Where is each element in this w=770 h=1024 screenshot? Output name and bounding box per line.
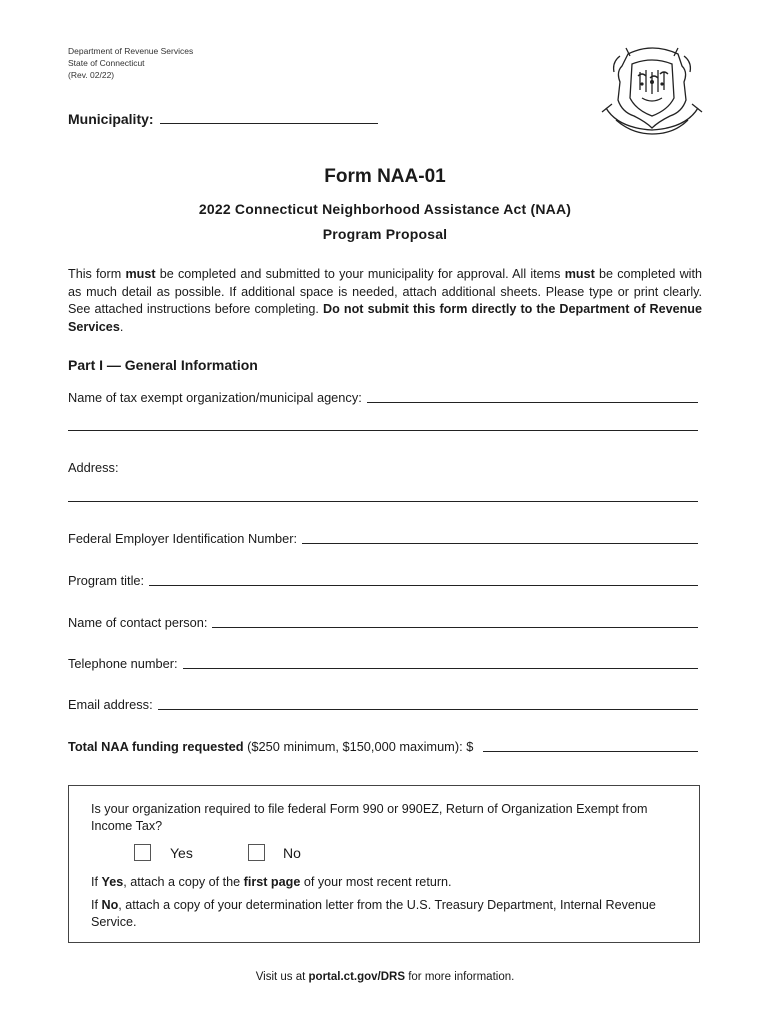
instruction-yes: Yes	[101, 875, 124, 889]
agency-state: State of Connecticut	[68, 58, 145, 68]
address-line[interactable]	[68, 501, 698, 502]
program-title-field[interactable]	[68, 572, 698, 588]
part1-heading: Part I — General Information	[68, 357, 258, 373]
form-title: Form NAA-01	[324, 166, 446, 187]
instruction-text: , attach a copy of your determination letter from the U.S. Treasury Department, Internal Revenue Service.	[91, 898, 656, 929]
address-field[interactable]	[68, 459, 698, 475]
address-label: Address:	[68, 460, 119, 475]
funding-label-bold: Total NAA funding requested	[68, 739, 244, 754]
intro-paragraph	[68, 266, 702, 336]
form-revision: (Rev. 02/22)	[68, 70, 115, 80]
yes-label: Yes	[170, 845, 193, 861]
footer-link[interactable]: portal.ct.gov/DRS	[308, 971, 406, 983]
instruction-text: , attach a copy of the	[123, 875, 244, 889]
email-line[interactable]	[158, 708, 698, 710]
no-label: No	[283, 845, 301, 861]
fein-field[interactable]	[68, 530, 698, 546]
no-checkbox[interactable]	[248, 844, 265, 861]
agency-name: Department of Revenue Services	[68, 46, 194, 56]
contact-person-field[interactable]	[68, 614, 698, 630]
no-instruction	[91, 897, 691, 931]
instruction-text: If	[91, 875, 102, 889]
form-subtitle-program: Program Proposal	[322, 226, 448, 242]
contact-person-line[interactable]	[212, 626, 698, 628]
funding-label-range: ($250 minimum, $150,000 maximum): $	[243, 739, 474, 754]
intro-text: be completed and submitted to your municipality for approval. All items	[155, 267, 565, 281]
funding-label	[68, 739, 473, 754]
intro-must-1: must	[125, 267, 156, 281]
program-title-label: Program title:	[68, 573, 145, 588]
org-name-label: Name of tax exempt organization/municipal agency:	[68, 390, 362, 405]
intro-text: be completed with as much detail as possible. If additional space is needed, attach additional sheets. Please type or print clearly. See attached instructions before completing.	[68, 267, 702, 316]
agency-header	[68, 45, 193, 81]
yes-instruction	[91, 874, 691, 891]
telephone-field[interactable]	[68, 655, 698, 671]
telephone-line[interactable]	[183, 667, 698, 669]
org-name-line-2[interactable]	[68, 430, 698, 431]
instruction-no: No	[101, 898, 119, 912]
email-label: Email address:	[68, 697, 153, 712]
yes-checkbox[interactable]	[134, 844, 151, 861]
funding-field[interactable]	[68, 738, 698, 754]
form-subtitle: 2022 Connecticut Neighborhood Assistance Act (NAA)	[198, 201, 572, 217]
intro-warning: Do not submit this form directly to the Department of Revenue Services	[68, 302, 702, 334]
contact-person-label: Name of contact person:	[68, 615, 208, 630]
municipality-input-line[interactable]	[160, 110, 378, 124]
fein-label: Federal Employer Identification Number:	[68, 531, 298, 546]
intro-must-2: must	[564, 267, 595, 281]
org-name-field[interactable]	[68, 389, 698, 405]
org-name-line[interactable]	[367, 401, 698, 403]
instruction-text: of your most recent return.	[300, 875, 452, 889]
footer-text: for more information.	[405, 971, 515, 983]
footer-text: Visit us at	[255, 971, 309, 983]
program-title-line[interactable]	[149, 584, 698, 586]
intro-text: .	[119, 319, 124, 334]
instruction-text: If	[91, 898, 102, 912]
municipality-label: Municipality:	[68, 111, 154, 127]
municipality-field	[68, 110, 378, 127]
telephone-label: Telephone number:	[68, 656, 178, 671]
intro-text: This form	[68, 267, 126, 281]
instruction-first-page: first page	[243, 875, 301, 889]
fein-line[interactable]	[302, 542, 698, 544]
funding-amount-line[interactable]	[483, 750, 698, 752]
footer	[0, 971, 770, 983]
connecticut-state-seal-icon	[598, 42, 706, 138]
email-field[interactable]	[68, 696, 698, 712]
form-990-question: Is your organization required to file federal Form 990 or 990EZ, Return of Organization Exempt from Income Tax?	[91, 802, 648, 833]
